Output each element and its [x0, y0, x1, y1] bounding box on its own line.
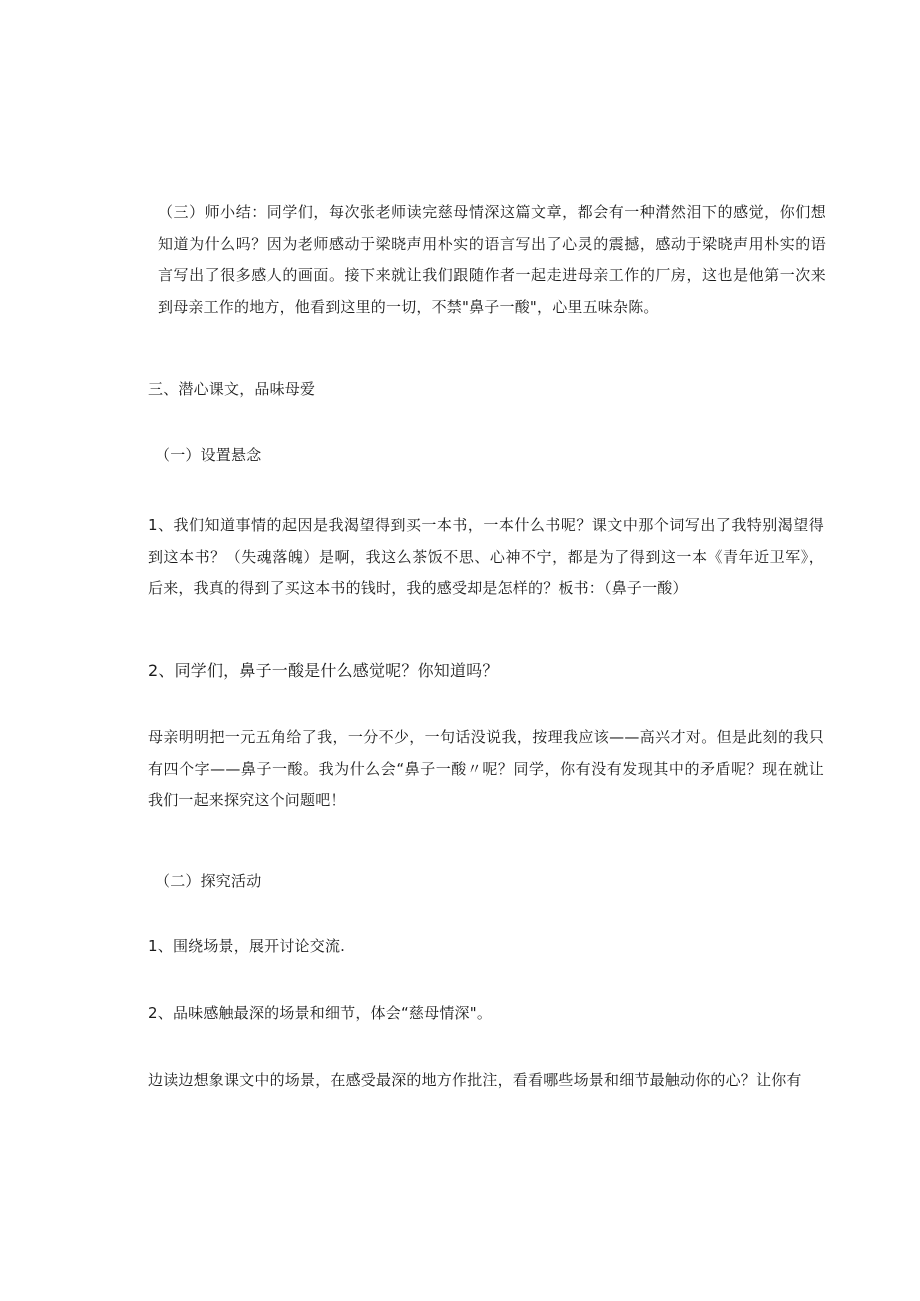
item-1-paragraph: 1、我们知道事情的起因是我渴望得到买一本书，一本什么书呢？课文中那个词写出了我特别渴望得到这本书？（失魂落魄）是啊，我这么茶饭不思、心神不宁，都是为了得到这一本《青年近卫军》，后来，我真的得到了买这本书的钱时，我的感受却是怎样的？板书：（鼻子一酸） [148, 516, 824, 597]
final-paragraph: 边读边想象课文中的场景，在感受最深的地方作批注，看看哪些场景和细节最触动你的心？让你有 [148, 1071, 802, 1089]
mother-paragraph: 母亲明明把一元五角给了我，一分不少，一句话没说我，按理我应该——高兴才对。但是此刻的我只有四个字——鼻子一酸。我为什么会“鼻子一酸〃呢？同学，你有没有发现其中的矛盾呢？现在就让我们一起来探究这个问题吧！ [148, 728, 824, 809]
activity-1: 1、围绕场景，展开讨论交流. [148, 937, 346, 955]
section-heading: 三、潜心课文，品味母爱 [148, 380, 316, 398]
subheading-suspense: （一）设置悬念 [155, 446, 262, 464]
subheading-activity: （二）探究活动 [155, 872, 262, 890]
activity-2: 2、品味感触最深的场景和细节，体会“慈母情深"。 [148, 1004, 493, 1022]
summary-paragraph: （三）师小结：同学们，每次张老师读完慈母情深这篇文章，都会有一种潸然泪下的感觉，你们想知道为什么吗？因为老师感动于梁晓声用朴实的语言写出了心灵的震撼，感动于梁晓声用朴实的语言写出了很多感人的画面。接下来就让我们跟随作者一起走进母亲工作的厂房，这也是他第一次来到母亲工作的地方，他看到这里的一切，不禁"鼻子一酸"，心里五味杂陈。 [158, 203, 826, 316]
item-2-paragraph: 2、同学们，鼻子一酸是什么感觉呢？你知道吗？ [148, 661, 499, 680]
